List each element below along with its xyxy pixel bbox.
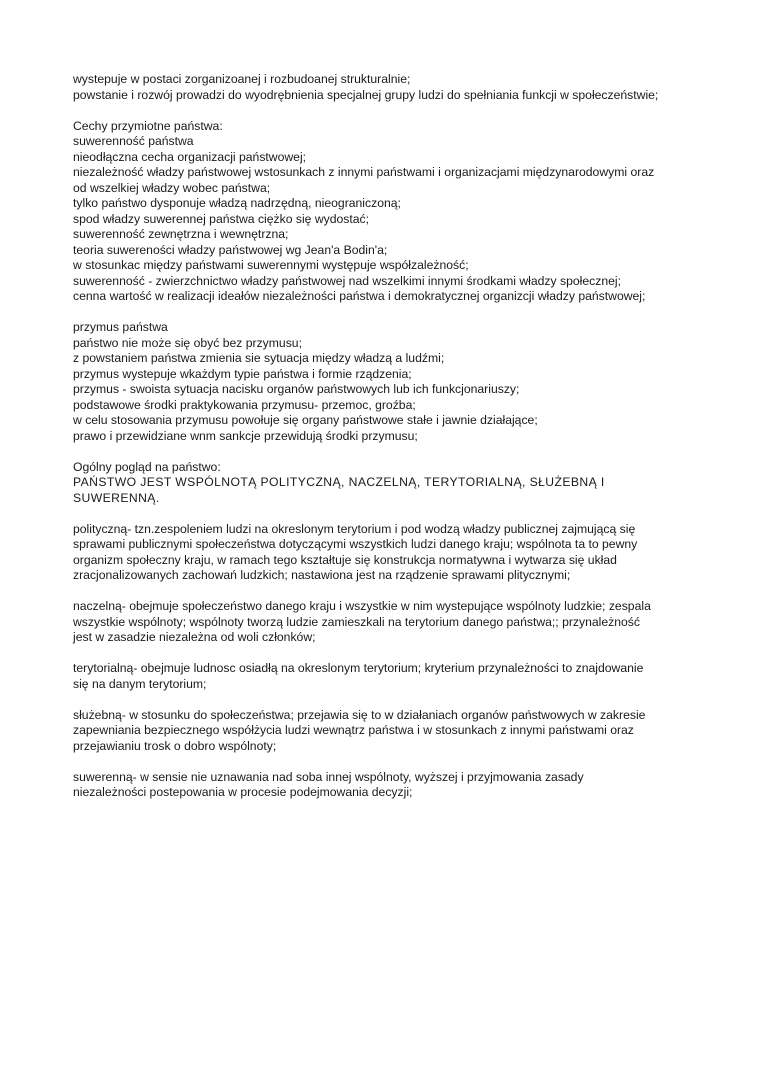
text-line: służebną- w stosunku do społeczeństwa; przejawia się to w działaniach organów państwowych w zakresie (73, 707, 646, 722)
political-paragraph (73, 522, 703, 584)
paragraph-gap (73, 692, 703, 708)
caps-statement: PAŃSTWO JEST WSPÓLNOTĄ POLITYCZNĄ, NACZELNĄ, TERYTORIALNĄ, SŁUŻEBNĄ I (73, 475, 605, 489)
text-line: spod władzy suwerennej państwa ciężko się wydostać; (73, 211, 370, 226)
text-line: zracjonalizowanych zachowań ludzkich; nastawiona jest na rządzenie sprawami plitycznymi; (73, 568, 571, 582)
text-line: cenna wartość w realizacji ideałów niezależności państwa i demokratycznej organizcji władzy państwowej; (73, 289, 646, 303)
caps-statement: SUWERENNĄ. (73, 490, 160, 505)
text-line: przymus - swoista sytuacja nacisku organów państwowych lub ich funkcjonariuszy; (73, 382, 520, 396)
territorial-paragraph (73, 661, 703, 692)
text-line: się na danym terytorium; (73, 676, 207, 691)
text-line: zapewniania bezpiecznego współżycia ludzi wewnątrz państwa i w stosunkach z innymi państwami oraz (73, 723, 634, 737)
general-view-section (73, 460, 703, 507)
text-line: teoria suwereności władzy państwowej wg Jean'a Bodin'a; (73, 242, 388, 257)
text-line: suwerenność - zwierzchnictwo władzy państwowej nad wszelkimi innymi środkami władzy społecznej; (73, 273, 621, 288)
text-line: suwerenność państwa (73, 134, 194, 148)
text-line: z powstaniem państwa zmienia sie sytuacja między władzą a ludźmi; (73, 351, 445, 365)
paragraph-gap (73, 506, 703, 522)
paragraph-gap (73, 754, 703, 770)
text-line: nieodłączna cecha organizacji państwowej; (73, 149, 307, 164)
section-heading: Cechy przymiotne państwa: (73, 118, 223, 133)
text-line: przymus wystepuje wkażdym typie państwa i formie rządzenia; (73, 366, 412, 381)
coercion-section (73, 320, 703, 444)
text-line: tylko państwo dysponuje władzą nadrzędną, nieograniczoną; (73, 196, 401, 210)
text-line: sprawami publicznymi społeczeństwa dotyczącymi wszystkich ludzi danego kraju; wspólnota ta to pewny (73, 537, 638, 551)
text-line: naczelną- obejmuje społeczeństwo danego kraju i wszystkie w nim wystepujące wspólnoty ludzkie; zespala (73, 599, 651, 613)
text-line: niezależność władzy państwowej wstosunkach z innymi państwami i organizacjami międzynarodowymi oraz (73, 165, 655, 179)
text-line: od wszelkiej władzy wobec państwa; (73, 180, 271, 195)
paragraph-gap (73, 103, 703, 119)
text-line: terytorialną- obejmuje ludnosc osiadłą na okreslonym terytorium; kryterium przynależności to znajdowanie (73, 661, 644, 675)
text-line: prawo i przewidziane wnm sankcje przewidują środki przymusu; (73, 428, 418, 443)
text-line: suwerenność zewnętrzna i wewnętrzna; (73, 227, 289, 241)
paragraph-gap (73, 646, 703, 662)
sovereign-paragraph (73, 770, 703, 801)
service-paragraph (73, 708, 703, 755)
text-line: w celu stosowania przymusu powołuje się organy państwowe stałe i jawnie działające; (73, 413, 538, 427)
text-line: polityczną- tzn.zespoleniem ludzi na okreslonym terytorium i pod wodzą władzy publicznej zajmującą się (73, 521, 636, 536)
text-line: podstawowe środki praktykowania przymusu- przemoc, groźba; (73, 397, 416, 412)
document-page (73, 72, 703, 801)
text-line: w stosunkac między państwami suwerennymi występuje współzależność; (73, 258, 469, 272)
intro-paragraph (73, 72, 703, 103)
text-line: przejawianiu trosk o dobro wspólnoty; (73, 738, 277, 753)
supreme-paragraph (73, 599, 703, 646)
paragraph-gap (73, 305, 703, 321)
features-section (73, 119, 703, 305)
paragraph-gap (73, 584, 703, 600)
text-line: organizm społeczny kraju, w ramach tego kształtuje się konstrukcja normatywna i wytwarza się układ (73, 552, 617, 567)
section-heading: przymus państwa (73, 320, 168, 334)
paragraph-gap (73, 444, 703, 460)
section-heading: Ogólny pogląd na państwo: (73, 459, 221, 474)
text-line: powstanie i rozwój prowadzi do wyodrębnienia specjalnej grupy ludzi do spełniania funkcji w społeczeństwie; (73, 87, 659, 102)
text-line: wszystkie wspólnoty; wspólnoty tworzą ludzie zamieszkali na terytorium danego państwa;; przynależność (73, 614, 640, 629)
text-line: państwo nie może się obyć bez przymusu; (73, 335, 302, 350)
text-line: suwerenną- w sensie nie uznawania nad soba innej wspólnoty, wyższej i przyjmowania zasady (73, 769, 584, 784)
text-line: jest w zasadzie niezależna od woli członków; (73, 630, 316, 644)
text-line: wystepuje w postaci zorganizoanej i rozbudoanej strukturalnie; (73, 72, 411, 86)
text-line: niezależności postepowania w procesie podejmowania decyzji; (73, 785, 413, 799)
